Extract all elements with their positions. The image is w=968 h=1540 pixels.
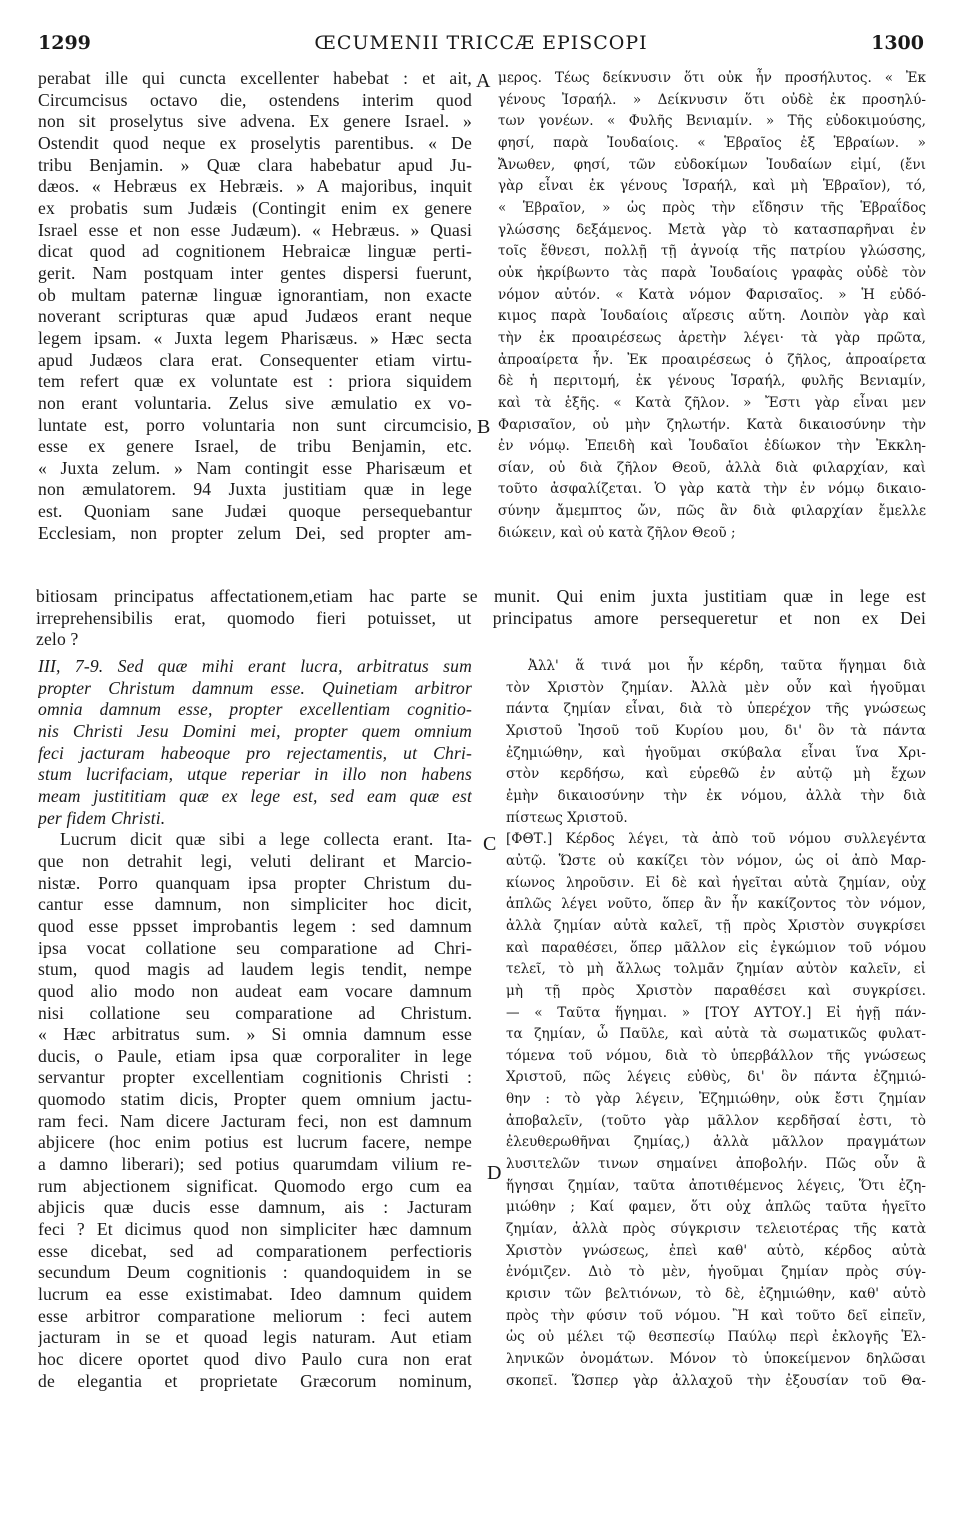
text-line: hoc dicere oportet quod divo Paulo cura non erat (38, 1349, 472, 1369)
text-line: ἐμὴν δικαιοσύνην τὴν ἐκ νόμου, ἀλλὰ τὴν διὰ (506, 787, 926, 804)
text-line: non sit proselytus sive advena. Ex genere Israel. » (38, 111, 472, 132)
text-line: ex probatis sum Judæis (Contingit enim ex genere (38, 197, 472, 218)
text-line: omnia damnum esse, propter excellentiam cognitio- (38, 699, 472, 720)
text-line: ληνικῶν ὀνομάτων. Μόνον τὸ ὑποκείμενον δηλῶσαι (506, 1351, 926, 1367)
text-line: καὶ παραθέσει, ὅπερ μᾶλλον εἰς ἐγκώμιον τοῦ νόμου (506, 939, 926, 956)
text-line: ἀπροαίρετα ἦν. Ἐκ προαιρέσεως ὁ ζῆλος, ἀπροαίρετα (498, 351, 926, 368)
text-line: dicat quod ad cognitionem Hebraicæ linguæ perti- (38, 241, 472, 262)
text-line: esse dicebat, sed ad comparationem perfectioris (38, 1240, 472, 1261)
text-line: μερος. Τέως δείκνυσιν ὅτι οὐκ ἦν προσήλυτος. « Ἐκ (498, 70, 926, 86)
text-line: Israel esse et non esse Judæum). « Hebræus. » Quasi (38, 219, 472, 240)
text-line: secundum Deum cognitionis : quandoquidem in se (38, 1262, 472, 1283)
text-line: σύνην ἄμεμπτος ὤν, πῶς ἂν διὰ φιλαρχίαν ἔμελλε (498, 503, 926, 520)
text-line: μὴ τῇ πρὸς Χριστὸν παραθέσει καὶ συγκρίσει. (506, 982, 926, 999)
text-line: γλώσσης δεξάμενος. Μετὰ γὰρ τὸ κατασπαρῆναι ἐν (498, 221, 926, 238)
text-line: « Hæc arbitratus sum. » Si omnia damnum esse (38, 1024, 472, 1045)
text-line: feci jacturam habeoque pro rejectamentis, ut Chri- (38, 742, 472, 763)
text-line: abjicere (hoc enim potius est lucrum facere, nempe (38, 1132, 472, 1153)
greek-column-block1 (498, 68, 926, 544)
text-line: Lucrum dicit quæ sibi a lege collecta erant. Ita- (60, 829, 472, 850)
margin-marker-a: A (476, 70, 491, 92)
text-line: irreprehensibilis erat, quomodo fieri potuisset, ut principatus amore persequeretur et non ex Dei (36, 607, 926, 628)
text-line: δὲ ἡ περιτομή, ἐκ γένους Ἰσραήλ, φυλῆς Βενιαμίν, (498, 373, 926, 390)
text-line: rum abjectionem significat. Quomodo ergo cum ea (38, 1175, 472, 1196)
text-line: φησί, παρὰ Ἰουδαίοις. « Ἑβραῖος ἐξ Ἑβραίων. » (498, 134, 926, 151)
text-line: ipsa vocat collatione seu comparatione ad Chri- (38, 937, 472, 958)
text-line: ἀλλὰ ζημίαν αὐτὰ καλεῖ, τῇ πρὸς Χριστὸν συγκρίσει (506, 917, 926, 934)
text-line: πάντα ζημίαν εἶναι, διὰ τὸ ὑπερέχον τῆς γνώσεως (506, 701, 926, 718)
text-line: τὸν Χριστὸν ζημίαν. Ἀλλὰ μὲν οὖν καὶ ἡγοῦμαι (506, 679, 926, 696)
text-line: nis Christi Jesu Domini mei, propter quem omnium (38, 720, 472, 741)
text-line: στὸν κερδήσω, καὶ εὑρεθῶ ἐν αὐτῷ μὴ ἔχων (506, 766, 926, 783)
text-line: ἁπλῶς λέγει νοῦτο, ὅπερ ἂν ἦν κακίζοντος τὸν νόμον, (506, 896, 926, 913)
text-line: μιώθην ; Καί φαμεν, ὅτι οὐχ ἁπλῶς ταῦτα ἡγεῖτο (506, 1199, 926, 1216)
text-line: gerit. Nam postquam inter gentes dispersi fuerunt, (38, 262, 472, 283)
text-line: Ecclesiam, non propter zelum Dei, sed propter am- (38, 522, 472, 543)
text-line: nisi collatione seu comparatione ad Christum. (38, 1002, 472, 1023)
text-line: zelo ? (36, 629, 79, 650)
text-line: αὐτῷ. Ὥστε οὐ κακίζει τὸν νόμον, ὡς οἱ ἀπὸ Μαρ- (506, 852, 926, 869)
text-line: — « Ταῦτα ἥγημαι. » [ΤΟΥ ΑΥΤΟΥ.] Εἰ ἡγῇ πάν- (506, 1004, 926, 1021)
text-line: νόμον αὐτόν. « Κατὰ νόμον Φαρισαῖος. » Ἡ εὐδό- (498, 286, 926, 303)
text-line: σκοπεῖ. Ὥσπερ γὰρ ἀλλαχοῦ τὴν ἐξουσίαν τοῦ Θα- (506, 1372, 926, 1389)
text-line: τοῖς ἔθνεσι, πολλῇ τῇ ἀγνοίᾳ τῆς πατρίου γλώσσης, (498, 243, 926, 260)
text-line: jacturam in se et quoad legis naturam. Aut etiam (38, 1327, 472, 1348)
page-number-left: 1299 (38, 32, 91, 54)
full-width-lines (36, 586, 926, 651)
text-line: ἥγησαι ζημίαν, ταῦτα ἀποτιθέμενος λέγεις, Ὅτι ἐζη- (506, 1177, 926, 1194)
text-line: meam justititiam quæ ex lege est, sed eam quæ est (38, 785, 472, 806)
text-line: ἐζημιώθην, καὶ ἡγοῦμαι σκύβαλα εἶναι ἵνα Χρι- (506, 744, 926, 761)
text-line: per fidem Christi. (38, 807, 166, 828)
text-line: perabat ille qui cuncta excellenter habebat : et ait, (38, 68, 472, 88)
text-line: dæos. « Hebræus ex Hebræis. » A majoribus, inquit (38, 176, 472, 197)
text-line: a damno liberari); sed potius quarumdam vilium re- (38, 1154, 472, 1175)
text-line: tribu Benjamin. » Quæ clara habebatur apud Ju- (38, 154, 472, 175)
text-line: bitiosam principatus affectationem,etiam hac parte se munit. Qui enim juxta justitiam quæ in lege est (36, 586, 926, 606)
text-line: Ostendit quod neque ex proselytis parentibus. « De (38, 132, 472, 153)
text-line: των γονέων. « Φυλῆς Βενιαμίν. » Τῆς εὐδοκιμούσης, (498, 113, 926, 130)
text-line: τὴν ἐκ προαιρέσεως ἀρετὴν λέγει· τὰ γὰρ πρῶτα, (498, 329, 926, 346)
text-line: ducis, o Paule, etiam ipsa quæ corporaliter in lege (38, 1045, 472, 1066)
text-line: τελεῖ, τὸ μὴ ἄλλως τολμᾶν ζημίαν αὐτὸν καλεῖν, εἰ (506, 961, 926, 978)
text-line: κιμος παρὰ Ἰουδαίοις αἵρεσις αὕτη. Λοιπὸν γὰρ καὶ (498, 308, 926, 325)
text-line: τα ζημίαν, ὦ Παῦλε, καὶ αὐτὰ τὰ σωματικῶς φυλατ- (506, 1026, 926, 1043)
text-line: σίαν, οὐ διὰ ζῆλον Θεοῦ, ἀλλὰ διὰ φιλαρχίαν, καὶ (498, 459, 926, 476)
text-line: ob multam paternæ linguæ ignorantiam, non exacte (38, 284, 472, 305)
margin-marker-b: B (477, 416, 491, 438)
text-line: que non detrahit legi, veluti delirant et Marcio- (38, 850, 472, 871)
greek-column-block2 (506, 656, 926, 1392)
margin-marker-c: C (483, 833, 497, 855)
text-line: ζημίαν, ἀλλὰ πρὸς σύγκρισιν τελειοτέρας τῆς κατὰ (506, 1221, 926, 1238)
text-line: ἐλευθερωθῆναι ζημίας,) ἀλλὰ μᾶλλον πραγμάτων (506, 1134, 926, 1151)
text-line: est. Quoniam sane Judæi quoque persequebantur (38, 501, 472, 522)
margin-marker-d: D (487, 1162, 502, 1184)
text-line: τοῦτο ἀσφαλίζεται. Ὁ γὰρ κατὰ τὴν ἐν νόμῳ δικαιο- (498, 481, 926, 498)
text-line: Χριστὸν γνώσεως, ἐπεὶ καθ' αὑτὸ, κέρδος αὐτὰ (506, 1242, 926, 1259)
text-line: ram feci. Nam dicere Jacturam feci, non est damnum (38, 1110, 472, 1131)
text-line: non æmulatorem. 94 Juxta justitiam quæ in lege (38, 479, 472, 500)
text-line: luntate est, porro voluntaria non sunt circumcisio, (38, 414, 472, 435)
text-line: διώκειν, καὶ οὐ κατὰ ζῆλον Θεοῦ ; (498, 524, 736, 541)
text-line: quod alio modo non audeat eam vocare damnum (38, 980, 472, 1001)
text-line: non erant voluntaria. Zelus sive æmulatio ex vo- (38, 392, 472, 413)
text-line: ἐνόμιζεν. Διὸ τὸ μὲν, ἡγοῦμαι ζημίαν πρὸς σύγ- (506, 1264, 926, 1281)
text-line: « Ἑβραῖον, » ὡς πρὸς τὴν εἴδησιν τῆς Ἑβραΐδος (498, 199, 926, 216)
text-line: ἐν νόμῳ. Ἐπειδὴ καὶ Ἰουδαῖοι ἐδίωκον τὴν Ἐκκλη- (498, 438, 926, 455)
text-line: lucrum ea esse existimabat. Ideo damnum quidem (38, 1284, 472, 1305)
text-line: πίστεως Χριστοῦ. (506, 809, 628, 826)
text-line: ἀποβαλεῖν, (τοῦτο γὰρ μᾶλλον κερδῆσαί ἐστι, τὸ (506, 1112, 926, 1129)
text-line: servantur propter excellentiam cognitionis Christi : (38, 1067, 472, 1088)
text-line: τόμενα τοῦ νόμου, διὰ τὸ ὑπερβάλλον τῆς γνώσεως (506, 1047, 926, 1064)
text-line: [ΦΘΤ.] Κέρδος λέγει, τὰ ἀπὸ τοῦ νόμου συλλεγέντα (506, 831, 926, 848)
text-line: cantur esse damnum, non simpliciter hoc dicit, (38, 894, 472, 915)
text-line: stum, quod magis ad laudem legis tendit, nempe (38, 959, 472, 980)
text-line: Ἄνωθεν, φησί, τῶν εὐδοκίμων Ἰουδαίων εἰμί, (ἔνι (498, 156, 926, 173)
text-line: πρὸς τὴν φύσιν τοῦ νόμου. Ἢ καὶ τοῦτο δεῖ εἰπεῖν, (506, 1307, 926, 1324)
running-title: ŒCUMENII TRICCÆ EPISCOPI (314, 32, 648, 54)
latin-column-block1 (38, 68, 472, 544)
text-line: Φαρισαῖον, οὐ μὴν ζηλωτήν. Κατὰ δικαιοσύνην τὴν (498, 416, 926, 433)
text-line: λυσιτελῶν τινων σημαίνει ἀποβολήν. Πῶς οὖν ἃ (506, 1156, 926, 1173)
text-line: ὡς οὐ μέλει τῷ θεσπεσίῳ Παύλῳ περὶ ἐκλογῆς Ἑλ- (506, 1329, 926, 1346)
text-line: stum lucrifaciam, utque reperiar in illo non habens (38, 764, 472, 785)
text-line: abjicis quæ ducis esse damnum, ais : Jacturam (38, 1197, 472, 1218)
text-line: esse arbitror comparatione meliorum : feci autem (38, 1305, 472, 1326)
text-line: κρισιν τῶν βελτιόνων, τὸ δὲ, ἐζημιώθην, καθ' αὑτὸ (506, 1286, 926, 1303)
text-line: οὐκ ἠκρίβωντο τὰς παρὰ Ἰουδαίοις γραφὰς οὐδὲ τὸν (498, 264, 926, 281)
running-header (38, 32, 924, 62)
text-line: quomodo statim dicis, Propter quem omnium jactu- (38, 1089, 472, 1110)
text-line: quod esse ppsset improbantis legem : sed damnum (38, 915, 472, 936)
text-line: propter Christum damnum esse. Quinetiam arbitror (38, 677, 472, 698)
text-line: Circumcisus octavo die, ostendens interim quod (38, 89, 472, 110)
text-line: feci ? Et dicimus quod non simpliciter hæc damnum (38, 1219, 472, 1240)
text-line: Ἀλλ' ἅ τινά μοι ἦν κέρδη, ταῦτα ἥγημαι διὰ (528, 658, 926, 674)
text-line: καὶ τὰ ἑξῆς. « Κατὰ ζῆλον. » Ἔστι γὰρ εἶναι μεν (498, 394, 926, 411)
text-line: de elegantia et proprietate Græcorum nominum, (38, 1370, 472, 1391)
text-line: legem ipsam. « Juxta legem Pharisæus. » Hæc secta (38, 327, 472, 348)
page-number-right: 1300 (871, 32, 924, 54)
text-line: nistæ. Porro quanquam ipsa propter Christum du- (38, 872, 472, 893)
text-line: θην : τὸ γὰρ λέγειν, Ἐζημιώθην, οὐκ ἔστι ζημίαν (506, 1091, 926, 1108)
text-line: « Juxta zelum. » Nam contingit esse Pharisæum et (38, 457, 472, 478)
text-line: esse ex genere Israel, de tribu Benjamin, etc. (38, 436, 472, 457)
text-line: γὰρ εἶναι ἐκ γένους Ἰσραήλ, καὶ μὴ Ἑβραῖον), τό, (498, 178, 926, 195)
text-line: γένους Ἰσραήλ. » Δείκνυσιν ὅτι οὐδὲ ἐκ προσηλύ- (498, 91, 926, 108)
text-line: apud Judæos clara erat. Consequenter etiam virtu- (38, 349, 472, 370)
text-line: Χριστοῦ Ἰησοῦ τοῦ Κυρίου μου, δι' ὃν τὰ πάντα (506, 722, 926, 739)
latin-column-block2 (38, 656, 472, 1392)
text-line: tem refert quæ ex voluntate est : priora siquidem (38, 371, 472, 392)
text-line: κίωνος ληροῦσιν. Εἰ δὲ καὶ ἡγεῖται αὐτὰ ζημίαν, οὐχ (506, 874, 926, 891)
text-line: III, 7-9. Sed quæ mihi erant lucra, arbitratus sum (38, 656, 472, 676)
text-line: Χριστοῦ, πῶς λέγεις εὐθὺς, δι' ὃν πάντα ἐζημιώ- (506, 1069, 926, 1086)
text-line: noverant scripturas quæ apud Judæos erant neque (38, 306, 472, 327)
